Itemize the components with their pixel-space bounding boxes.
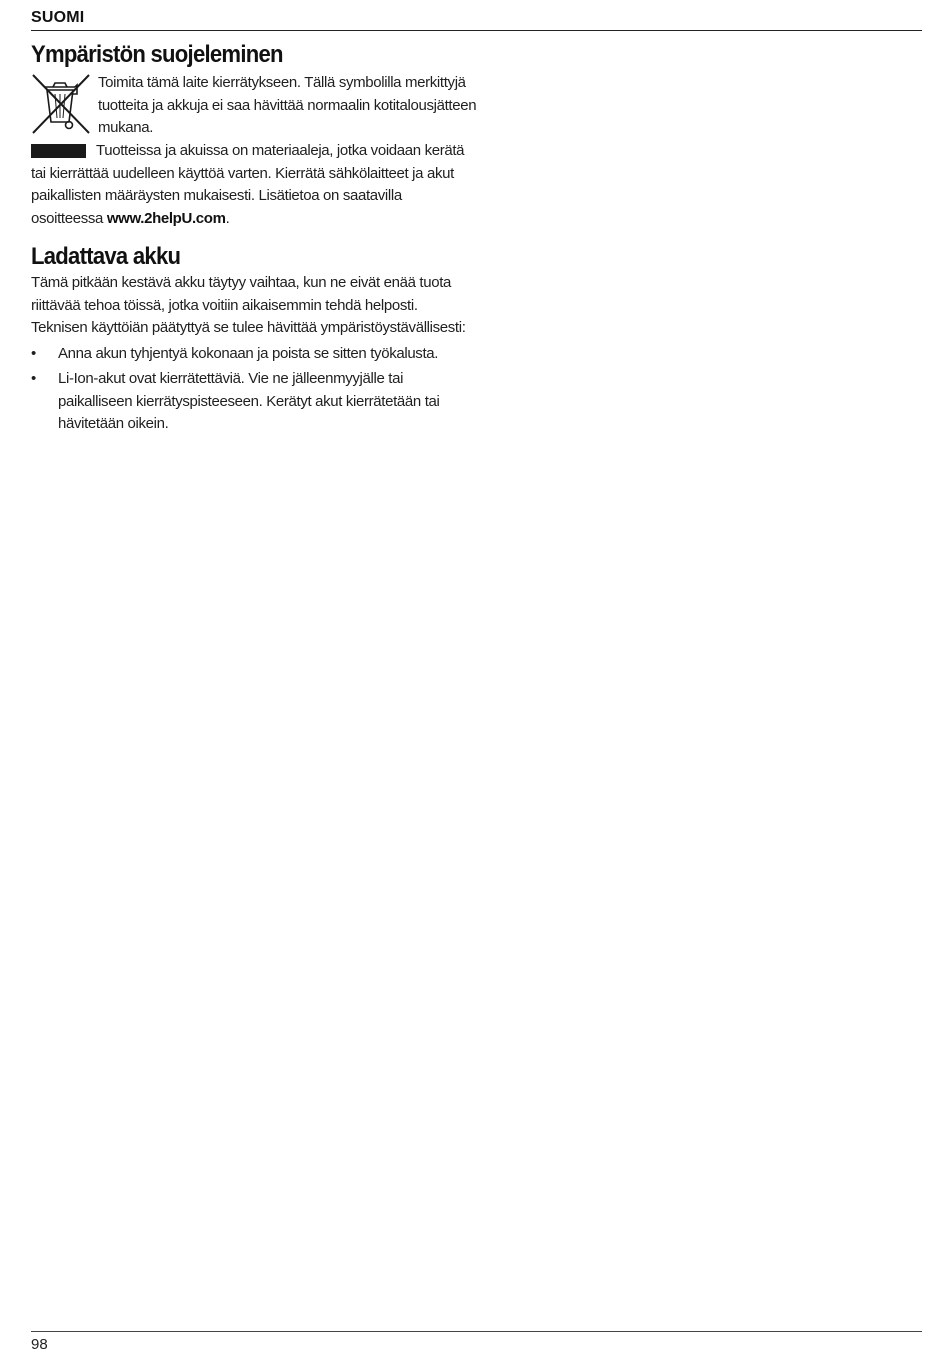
battery-intro-text: Tämä pitkään kestävä akku täytyy vaihtaa, kun ne eivät enää tuota riittävää tehoa töissä, jotka voitiin aikaisemmin tehdä helposti. Teknisen käyttöiän päätyttyä se tulee hävittää ympäristöystävällisesti: — [31, 274, 466, 336]
recycle-paragraph — [31, 140, 471, 230]
recycle-text-suffix: . — [225, 209, 230, 227]
header-divider — [31, 30, 922, 31]
list-item-text: Anna akun tyhjentyä kokonaan ja poista se sitten työkalusta. — [58, 344, 439, 362]
footer-divider — [31, 1331, 922, 1332]
list-item — [31, 343, 471, 366]
bullet-icon: • — [31, 370, 36, 387]
recycle-text: Tuotteissa ja akuissa on materiaaleja, jotka voidaan kerätä tai kierrättää uudelleen käyttöä varten. Kierrätä sähkölaitteet ja akut paikallisten määräysten mukaisesti. Lisätietoa on saatavilla osoitteessa — [31, 142, 465, 227]
weee-block — [31, 72, 477, 140]
list-item-text: Li-Ion-akut ovat kierrätettäviä. Vie ne jälleenmyyjälle tai paikalliseen kierrätyspisteeseen. Kerätyt akut kierrätetään tai hävitetään oikein. — [58, 370, 440, 432]
battery-list — [31, 343, 471, 436]
bullet-icon: • — [31, 344, 36, 362]
environment-heading: Ympäristön suojeleminen — [31, 41, 283, 68]
page-number: 98 — [31, 1336, 48, 1353]
website-link[interactable]: www.2helpU.com — [106, 209, 226, 227]
list-item — [31, 368, 471, 436]
main-content-column — [31, 40, 477, 439]
black-bar-icon — [31, 144, 86, 158]
battery-section — [31, 242, 471, 436]
weee-text: Toimita tämä laite kierrätykseen. Tällä symbolilla merkittyjä tuotteita ja akkuja ei saa hävittää normaalin kotitalousjätteen mukana. — [98, 74, 477, 136]
section-language-label: SUOMI — [31, 9, 85, 26]
battery-heading: Ladattava akku — [31, 243, 181, 270]
crossed-out-wheelie-bin-icon — [31, 74, 91, 134]
